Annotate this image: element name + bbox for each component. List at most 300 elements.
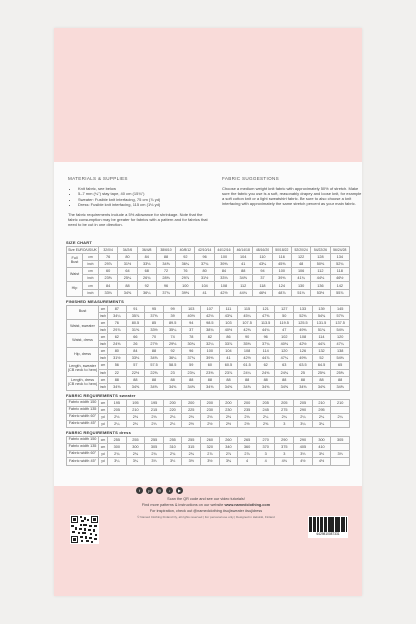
value-cell: 43¾ bbox=[219, 312, 238, 319]
barcode-bar bbox=[346, 517, 347, 532]
fabric-requirements-dress-table bbox=[66, 436, 350, 465]
value-cell: 370 bbox=[256, 444, 275, 451]
value-cell: 114 bbox=[256, 348, 275, 355]
value-cell: 37¾ bbox=[182, 355, 201, 362]
unit-cell: yd bbox=[99, 458, 108, 465]
value-cell: 74 bbox=[163, 334, 182, 341]
row-label: Fabric width 45" bbox=[67, 421, 99, 428]
table-row bbox=[67, 383, 350, 390]
value-cell: 26¾ bbox=[137, 275, 156, 282]
value-cell: 47¼ bbox=[275, 355, 294, 362]
finished-measurements-title: FINISHED MEASUREMENTS bbox=[66, 298, 124, 304]
value-cell: 3 bbox=[275, 421, 294, 428]
value-cell: 255 bbox=[182, 437, 201, 444]
table-row bbox=[67, 451, 350, 458]
fabric-suggestions-text: Choose a medium weight knit fabric with approximately 50% of stretch. Make sure the fabric you use is a soft, reasonably drapey and loose knit, for example a soft cotton knit or a light sweatshirt fabric. Be sure to also choose a knit interfacing with approximately the same stretch percent as your main fabric. bbox=[222, 186, 362, 207]
value-cell: 138 bbox=[331, 348, 350, 355]
size-chart-table bbox=[66, 246, 350, 297]
value-cell: 34⅝ bbox=[238, 383, 257, 390]
table-row bbox=[67, 289, 350, 296]
value-cell: 315 bbox=[182, 444, 201, 451]
value-cell: 92 bbox=[176, 254, 195, 261]
row-label: Fabric width 135 bbox=[67, 444, 99, 451]
value-cell: 24⅜ bbox=[256, 369, 275, 376]
value-cell: 57.5 bbox=[145, 362, 164, 369]
unit-cell: inch bbox=[99, 313, 107, 318]
value-cell: 57⅛ bbox=[331, 312, 350, 319]
size-header-cell: 56/24/28 bbox=[330, 247, 349, 254]
value-cell: 42½ bbox=[214, 289, 233, 296]
row-label: Waist, sweater bbox=[67, 319, 99, 333]
value-cell: 255 bbox=[126, 437, 145, 444]
value-cell: 125.5 bbox=[294, 319, 313, 326]
value-cell: 2⅞ bbox=[238, 451, 257, 458]
value-cell: 88 bbox=[126, 376, 145, 383]
unit-cell: inch bbox=[83, 261, 99, 268]
value-cell: 4 bbox=[256, 458, 275, 465]
value-cell: 29⅞ bbox=[176, 275, 195, 282]
value-cell: 55⅞ bbox=[330, 289, 349, 296]
materials-section bbox=[68, 176, 208, 227]
value-cell: 42⅛ bbox=[201, 312, 220, 319]
value-cell: 255 bbox=[163, 437, 182, 444]
row-label: Waist bbox=[67, 268, 83, 282]
value-cell: 96 bbox=[182, 348, 201, 355]
size-header-cell: 44/12/16 bbox=[214, 247, 233, 254]
value-cell: 22½ bbox=[126, 369, 145, 376]
unit-cell: inch bbox=[83, 289, 99, 296]
value-cell: 23⅝ bbox=[201, 369, 220, 376]
unit-cell: yd bbox=[99, 413, 108, 420]
value-cell: 48⅞ bbox=[272, 289, 291, 296]
value-cell: 37 bbox=[182, 326, 201, 333]
value-cell: 220 bbox=[163, 406, 182, 413]
value-cell: 57 bbox=[126, 362, 145, 369]
value-cell: 25⅝ bbox=[331, 369, 350, 376]
value-cell: 54⅛ bbox=[331, 326, 350, 333]
footer-qr-line: Scan the QR code and see our video tutorials! bbox=[167, 497, 245, 501]
value-cell: 108 bbox=[214, 282, 233, 289]
table-row bbox=[67, 326, 350, 333]
value-cell: 46½ bbox=[330, 275, 349, 282]
value-cell: 84 bbox=[214, 268, 233, 275]
value-cell: 3½ bbox=[182, 458, 201, 465]
value-cell: 31½ bbox=[195, 275, 214, 282]
value-cell: 80 bbox=[195, 268, 214, 275]
table-row bbox=[67, 334, 350, 341]
value-cell: 44⅛ bbox=[234, 289, 253, 296]
size-header-cell: 48/16/20 bbox=[253, 247, 272, 254]
table-row bbox=[67, 399, 350, 406]
value-cell: 47 bbox=[275, 326, 294, 333]
value-cell: 2¼ bbox=[275, 413, 294, 420]
value-cell: 110 bbox=[253, 254, 272, 261]
value-cell: 88 bbox=[145, 376, 164, 383]
size-chart-title: SIZE CHART bbox=[66, 240, 92, 245]
table-row bbox=[67, 275, 350, 282]
value-cell: 92 bbox=[137, 282, 156, 289]
materials-item: • Knit fabric, see below bbox=[78, 186, 208, 191]
materials-note: The fabric requirements include a 5% allowance for shrinkage. Note that the fabric consumption may be greater for fabrics with a pattern and for fabrics that need to be cut in one direction. bbox=[68, 212, 208, 228]
value-cell: 142 bbox=[330, 282, 349, 289]
value-cell: 46½ bbox=[253, 289, 272, 296]
value-cell: 48 bbox=[291, 261, 310, 268]
value-cell: 78 bbox=[182, 334, 201, 341]
value-cell: 131.5 bbox=[312, 319, 331, 326]
unit-cell: inch bbox=[99, 384, 107, 389]
value-cell: 3¼ bbox=[294, 421, 313, 428]
value-cell: 49⅜ bbox=[294, 326, 313, 333]
value-cell: 225 bbox=[182, 406, 201, 413]
finished-measurements-table bbox=[66, 305, 350, 391]
value-cell: 290 bbox=[294, 437, 313, 444]
value-cell: 36¼ bbox=[137, 289, 156, 296]
value-cell bbox=[331, 458, 350, 465]
value-cell: 41 bbox=[234, 261, 253, 268]
value-cell: 255 bbox=[108, 437, 127, 444]
value-cell: 200 bbox=[238, 399, 257, 406]
website-link[interactable]: www.namedclothing.com bbox=[224, 503, 271, 507]
footer-website-prefix: Find more patterns & instructions on our website bbox=[141, 503, 224, 507]
value-cell: 3¼ bbox=[108, 458, 127, 465]
unit-cell: inch bbox=[99, 356, 107, 361]
value-cell: 134 bbox=[330, 254, 349, 261]
value-cell: 34⅝ bbox=[145, 355, 164, 362]
value-cell: 35¼ bbox=[163, 326, 182, 333]
size-header-cell: 46/14/18 bbox=[234, 247, 253, 254]
table-row bbox=[67, 369, 350, 376]
value-cell: 88 bbox=[331, 376, 350, 383]
row-label: Fabric width 150 bbox=[67, 399, 99, 406]
value-cell bbox=[331, 421, 350, 428]
value-cell: 40½ bbox=[182, 312, 201, 319]
value-cell: 84 bbox=[126, 348, 145, 355]
value-cell: 66 bbox=[126, 334, 145, 341]
tiktok-icon[interactable]: ♪ bbox=[166, 487, 173, 494]
value-cell: 87 bbox=[108, 305, 127, 312]
table-row bbox=[67, 348, 350, 355]
value-cell: 102 bbox=[275, 334, 294, 341]
materials-list bbox=[68, 186, 208, 207]
youtube-icon[interactable]: ▶ bbox=[177, 488, 182, 493]
value-cell: 111 bbox=[219, 305, 238, 312]
value-cell: 2⅞ bbox=[201, 451, 220, 458]
value-cell: 29⅛ bbox=[163, 341, 182, 348]
value-cell: 133 bbox=[294, 305, 313, 312]
value-cell: 44¾ bbox=[256, 326, 275, 333]
size-header-cell: 38/6/10 bbox=[156, 247, 175, 254]
value-cell: 34⅝ bbox=[182, 383, 201, 390]
value-cell: 2⅛ bbox=[145, 413, 164, 420]
facebook-icon[interactable]: f bbox=[136, 487, 143, 494]
row-label: Bust bbox=[67, 305, 99, 319]
pattern-envelope-back bbox=[54, 28, 362, 596]
value-cell: 62 bbox=[108, 334, 127, 341]
unit-cell: yd bbox=[99, 421, 108, 428]
value-cell: 113.5 bbox=[256, 319, 275, 326]
value-cell: 22⅝ bbox=[145, 369, 164, 376]
value-cell: 88 bbox=[108, 376, 127, 383]
value-cell: 295 bbox=[312, 406, 331, 413]
value-cell: 310 bbox=[163, 444, 182, 451]
value-cell: 205 bbox=[294, 399, 313, 406]
value-cell: 44⅞ bbox=[256, 355, 275, 362]
value-cell: 132 bbox=[312, 348, 331, 355]
value-cell: 210 bbox=[126, 406, 145, 413]
value-cell: 290 bbox=[294, 406, 313, 413]
value-cell: 41 bbox=[219, 355, 238, 362]
value-cell: 96 bbox=[256, 334, 275, 341]
value-cell: 43¼ bbox=[253, 261, 272, 268]
value-cell: 275 bbox=[275, 406, 294, 413]
table-row bbox=[67, 261, 350, 268]
value-cell: 215 bbox=[145, 406, 164, 413]
unit-cell: yd bbox=[99, 451, 108, 458]
fabric-suggestions-section bbox=[222, 176, 362, 206]
footer-text bbox=[116, 496, 296, 520]
value-cell: 210 bbox=[331, 399, 350, 406]
value-cell: 88 bbox=[163, 376, 182, 383]
value-cell: 65 bbox=[331, 362, 350, 369]
row-label: Full Bust bbox=[67, 254, 83, 268]
value-cell: 2⅓ bbox=[163, 421, 182, 428]
value-cell: 2⅛ bbox=[219, 413, 238, 420]
value-cell: 35⅞ bbox=[126, 312, 145, 319]
value-cell: 260 bbox=[219, 437, 238, 444]
value-cell: 2½ bbox=[201, 421, 220, 428]
value-cell: 305 bbox=[145, 444, 164, 451]
unit-cell: cm bbox=[83, 282, 99, 289]
value-cell: 99 bbox=[163, 305, 182, 312]
value-cell: 59 bbox=[182, 362, 201, 369]
value-cell: 107.5 bbox=[238, 319, 257, 326]
value-cell: 41¾ bbox=[291, 275, 310, 282]
value-cell: 91 bbox=[126, 305, 145, 312]
value-cell: 108 bbox=[294, 334, 313, 341]
value-cell: 195 bbox=[145, 399, 164, 406]
fabric-suggestions-heading: FABRIC SUGGESTIONS bbox=[222, 176, 279, 181]
value-cell: 305 bbox=[331, 437, 350, 444]
value-cell: 51¾ bbox=[312, 326, 331, 333]
value-cell: 76 bbox=[176, 268, 195, 275]
value-cell: 88 bbox=[256, 376, 275, 383]
value-cell: 2¾ bbox=[182, 451, 201, 458]
instagram-icon[interactable]: ◎ bbox=[157, 488, 162, 493]
value-cell: 2⅛ bbox=[126, 413, 145, 420]
value-cell: 124 bbox=[272, 282, 291, 289]
value-cell: 139 bbox=[312, 305, 331, 312]
unit-cell: cm bbox=[99, 305, 108, 312]
value-cell: 24⅜ bbox=[108, 341, 127, 348]
value-cell: 200 bbox=[219, 399, 238, 406]
value-cell: 53½ bbox=[311, 289, 330, 296]
value-cell: 84 bbox=[99, 282, 118, 289]
table-row bbox=[67, 406, 350, 413]
size-header-cell: 50/18/22 bbox=[272, 247, 291, 254]
value-cell: 61.5 bbox=[238, 362, 257, 369]
value-cell: 2⅓ bbox=[126, 421, 145, 428]
unit-cell: cm bbox=[99, 334, 108, 341]
value-cell: 52⅜ bbox=[294, 312, 313, 319]
value-cell: 2¾ bbox=[163, 451, 182, 458]
value-cell: 40⅛ bbox=[275, 341, 294, 348]
table-row bbox=[67, 355, 350, 362]
value-cell: 3⅓ bbox=[331, 451, 350, 458]
barcode-bars bbox=[309, 517, 347, 532]
value-cell: 32¼ bbox=[201, 341, 220, 348]
value-cell: 28⅜ bbox=[156, 275, 175, 282]
value-cell: 34⅝ bbox=[156, 261, 175, 268]
value-cell: 100 bbox=[201, 348, 220, 355]
value-cell: 31⅝ bbox=[126, 326, 145, 333]
value-cell: 2½ bbox=[219, 421, 238, 428]
pinterest-icon[interactable]: p bbox=[146, 487, 153, 494]
value-cell: 27½ bbox=[145, 341, 164, 348]
value-cell: 39⅜ bbox=[201, 355, 220, 362]
value-cell: 104 bbox=[219, 348, 238, 355]
value-cell: 2⅛ bbox=[201, 413, 220, 420]
value-cell: 120 bbox=[331, 334, 350, 341]
value-cell: 30¾ bbox=[182, 341, 201, 348]
value-cell: 31½ bbox=[118, 261, 137, 268]
value-cell: 34⅝ bbox=[331, 383, 350, 390]
size-header-cell: 42/10/14 bbox=[195, 247, 214, 254]
unit-cell: cm bbox=[99, 362, 108, 369]
value-cell: 205 bbox=[275, 399, 294, 406]
value-cell: 34¼ bbox=[108, 312, 127, 319]
value-cell: 2¼ bbox=[312, 413, 331, 420]
value-cell: 62 bbox=[256, 362, 275, 369]
value-cell: 200 bbox=[182, 399, 201, 406]
value-cell: 63 bbox=[275, 362, 294, 369]
value-cell: 90 bbox=[238, 334, 257, 341]
value-cell: 405 bbox=[294, 444, 313, 451]
value-cell: 89.5 bbox=[163, 319, 182, 326]
value-cell: 195 bbox=[108, 399, 127, 406]
value-cell: 360 bbox=[238, 444, 257, 451]
value-cell: 33⅛ bbox=[99, 289, 118, 296]
value-cell: 300 bbox=[108, 444, 127, 451]
value-cell: 88 bbox=[312, 376, 331, 383]
value-cell: 112 bbox=[234, 282, 253, 289]
value-cell: 2⅛ bbox=[182, 413, 201, 420]
value-cell: 34⅝ bbox=[145, 383, 164, 390]
value-cell: 88 bbox=[219, 376, 238, 383]
value-cell: 3¾ bbox=[219, 458, 238, 465]
value-cell: 34⅝ bbox=[126, 383, 145, 390]
barcode bbox=[308, 516, 348, 538]
value-cell: 230 bbox=[219, 406, 238, 413]
unit-cell: cm bbox=[99, 406, 108, 413]
value-cell: 88 bbox=[275, 376, 294, 383]
value-cell: 320 bbox=[201, 444, 220, 451]
value-cell: 118 bbox=[330, 268, 349, 275]
value-cell: 31½ bbox=[108, 355, 127, 362]
value-cell: 200 bbox=[201, 399, 220, 406]
value-cell: 2¼ bbox=[256, 413, 275, 420]
value-cell: 39⅜ bbox=[176, 289, 195, 296]
table-row bbox=[67, 413, 350, 420]
value-cell: 34⅝ bbox=[219, 383, 238, 390]
value-cell: 103 bbox=[182, 305, 201, 312]
value-cell: 4½ bbox=[294, 458, 313, 465]
value-cell: 24¾ bbox=[275, 369, 294, 376]
value-cell: 25¼ bbox=[118, 275, 137, 282]
value-cell: 56 bbox=[108, 362, 127, 369]
value-cell: 40½ bbox=[219, 326, 238, 333]
value-cell: 42½ bbox=[294, 341, 313, 348]
value-cell: 37¾ bbox=[256, 341, 275, 348]
value-cell: 2⅝ bbox=[256, 421, 275, 428]
value-cell: 23¼ bbox=[182, 369, 201, 376]
value-cell: 98.5 bbox=[201, 319, 220, 326]
value-cell: 100 bbox=[176, 282, 195, 289]
value-cell: 60.5 bbox=[219, 362, 238, 369]
pink-footer-band bbox=[54, 486, 362, 596]
row-label: Hip, dress bbox=[67, 348, 99, 362]
value-cell: 64.5 bbox=[312, 362, 331, 369]
value-cell: 88 bbox=[201, 376, 220, 383]
value-cell: 47⅝ bbox=[256, 312, 275, 319]
value-cell: 265 bbox=[238, 437, 257, 444]
size-header-label: Size EURO/US/UK bbox=[68, 248, 97, 253]
value-cell: 300 bbox=[126, 444, 145, 451]
value-cell: 114 bbox=[312, 334, 331, 341]
value-cell: 23⅝ bbox=[99, 275, 118, 282]
value-cell: 108 bbox=[238, 348, 257, 355]
table-row bbox=[67, 305, 350, 312]
value-cell: 235 bbox=[238, 406, 257, 413]
value-cell: 100 bbox=[214, 254, 233, 261]
value-cell: 3⅓ bbox=[145, 458, 164, 465]
value-cell: 3⅓ bbox=[294, 451, 313, 458]
table-row bbox=[67, 268, 350, 275]
value-cell: 84 bbox=[137, 254, 156, 261]
table-row bbox=[67, 319, 350, 326]
value-cell: 54⅜ bbox=[331, 355, 350, 362]
size-header-cell: 40/8/12 bbox=[176, 247, 195, 254]
value-cell: 23 bbox=[163, 369, 182, 376]
footer-copyright: © Named Clothing Finland Oy, all rights reserved | For personal use only | Designed in Helsinki, Finland bbox=[137, 515, 275, 519]
value-cell: 88 bbox=[145, 348, 164, 355]
value-cell: 88 bbox=[182, 376, 201, 383]
value-cell: 2¾ bbox=[126, 451, 145, 458]
row-label: Fabric width 150 bbox=[67, 437, 99, 444]
value-cell: 51⅛ bbox=[291, 289, 310, 296]
value-cell: 2¾ bbox=[145, 451, 164, 458]
value-cell: 106 bbox=[291, 268, 310, 275]
value-cell: 2½ bbox=[238, 421, 257, 428]
value-cell: 38¾ bbox=[201, 326, 220, 333]
qr-code-icon[interactable] bbox=[70, 515, 99, 544]
measurement-tables bbox=[66, 238, 350, 466]
value-cell: 88 bbox=[238, 376, 257, 383]
value-cell: 2¼ bbox=[331, 413, 350, 420]
value-cell: 145 bbox=[331, 305, 350, 312]
value-cell: 410 bbox=[312, 444, 331, 451]
value-cell: 29⅞ bbox=[99, 261, 118, 268]
unit-cell: inch bbox=[83, 275, 99, 282]
value-cell: 3 bbox=[275, 451, 294, 458]
value-cell: 340 bbox=[219, 444, 238, 451]
unit-cell: cm bbox=[99, 399, 108, 406]
materials-item: • Sweater: Fusible knit interfacing, 75 cm (⅞ yd) bbox=[78, 197, 208, 202]
unit-cell: cm bbox=[99, 319, 108, 326]
row-label: Length, dress (CB neck to hem) bbox=[67, 376, 99, 390]
value-cell: 37 bbox=[253, 275, 272, 282]
value-cell: 42⅜ bbox=[238, 326, 257, 333]
value-cell: 2½ bbox=[182, 421, 201, 428]
